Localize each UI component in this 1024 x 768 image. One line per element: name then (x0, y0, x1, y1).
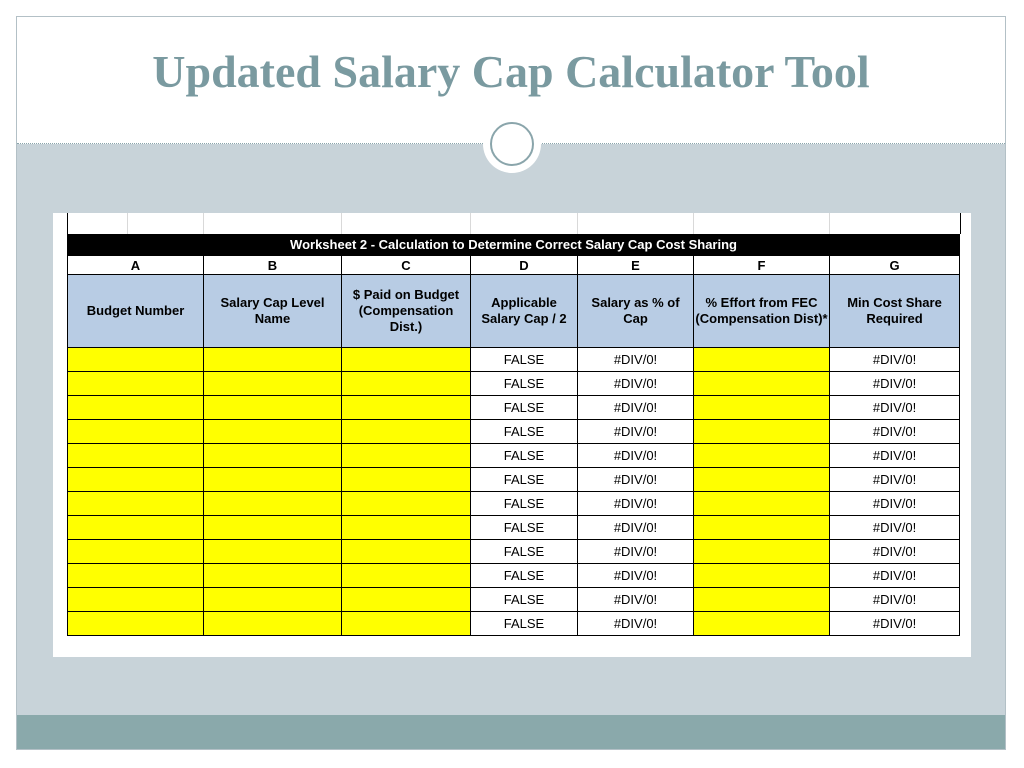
slide-title: Updated Salary Cap Calculator Tool (152, 46, 870, 97)
footer-band (17, 715, 1005, 749)
column-letter: E (578, 256, 694, 275)
formula-cell: #DIV/0! (578, 444, 694, 468)
column-header: Min Cost Share Required (830, 275, 960, 348)
column-header-row (68, 275, 960, 348)
formula-cell: #DIV/0! (830, 492, 960, 516)
formula-cell: #DIV/0! (830, 540, 960, 564)
input-cell[interactable] (204, 564, 342, 588)
input-cell[interactable] (342, 564, 471, 588)
formula-cell: FALSE (471, 564, 578, 588)
input-cell[interactable] (694, 516, 830, 540)
input-cell[interactable] (204, 468, 342, 492)
formula-cell: FALSE (471, 348, 578, 372)
input-cell[interactable] (342, 612, 471, 636)
formula-cell: FALSE (471, 588, 578, 612)
table-row (68, 540, 960, 564)
formula-cell: #DIV/0! (578, 396, 694, 420)
formula-cell: #DIV/0! (578, 588, 694, 612)
worksheet-table (67, 234, 960, 636)
formula-cell: FALSE (471, 540, 578, 564)
input-cell[interactable] (342, 516, 471, 540)
input-cell[interactable] (694, 372, 830, 396)
formula-cell: #DIV/0! (830, 348, 960, 372)
formula-cell: #DIV/0! (830, 444, 960, 468)
input-cell[interactable] (694, 348, 830, 372)
formula-cell: #DIV/0! (578, 492, 694, 516)
formula-cell: FALSE (471, 492, 578, 516)
input-cell[interactable] (342, 468, 471, 492)
table-row (68, 372, 960, 396)
column-header: Budget Number (68, 275, 204, 348)
formula-cell: #DIV/0! (578, 348, 694, 372)
formula-cell: #DIV/0! (578, 612, 694, 636)
input-cell[interactable] (342, 396, 471, 420)
input-cell[interactable] (694, 468, 830, 492)
slide (16, 16, 1006, 750)
input-cell[interactable] (694, 564, 830, 588)
table-row (68, 348, 960, 372)
formula-cell: #DIV/0! (578, 372, 694, 396)
input-cell[interactable] (204, 444, 342, 468)
column-header: Applicable Salary Cap / 2 (471, 275, 578, 348)
formula-cell: FALSE (471, 444, 578, 468)
input-cell[interactable] (204, 516, 342, 540)
table-row (68, 588, 960, 612)
column-header: % Effort from FEC (Compensation Dist)* (694, 275, 830, 348)
input-cell[interactable] (204, 588, 342, 612)
input-cell[interactable] (68, 348, 204, 372)
input-cell[interactable] (342, 540, 471, 564)
input-cell[interactable] (68, 444, 204, 468)
input-cell[interactable] (694, 540, 830, 564)
input-cell[interactable] (342, 372, 471, 396)
formula-cell: FALSE (471, 612, 578, 636)
formula-cell: #DIV/0! (830, 588, 960, 612)
input-cell[interactable] (68, 396, 204, 420)
column-letter-row (68, 256, 960, 275)
table-row (68, 516, 960, 540)
formula-cell: FALSE (471, 516, 578, 540)
formula-cell: #DIV/0! (830, 420, 960, 444)
column-letter: C (342, 256, 471, 275)
formula-cell: #DIV/0! (830, 396, 960, 420)
input-cell[interactable] (694, 612, 830, 636)
column-letter: F (694, 256, 830, 275)
input-cell[interactable] (68, 492, 204, 516)
input-cell[interactable] (204, 612, 342, 636)
input-cell[interactable] (204, 492, 342, 516)
column-header: Salary as % of Cap (578, 275, 694, 348)
input-cell[interactable] (342, 420, 471, 444)
table-row (68, 564, 960, 588)
formula-cell: #DIV/0! (578, 516, 694, 540)
worksheet-body (68, 348, 960, 636)
table-row (68, 396, 960, 420)
input-cell[interactable] (68, 588, 204, 612)
circle-ornament-icon (483, 115, 541, 173)
input-cell[interactable] (68, 516, 204, 540)
input-cell[interactable] (694, 588, 830, 612)
input-cell[interactable] (204, 396, 342, 420)
column-letter: G (830, 256, 960, 275)
input-cell[interactable] (342, 588, 471, 612)
input-cell[interactable] (342, 444, 471, 468)
column-header: $ Paid on Budget (Compensation Dist.) (342, 275, 471, 348)
empty-grid-row (67, 213, 961, 234)
input-cell[interactable] (204, 348, 342, 372)
column-header: Salary Cap Level Name (204, 275, 342, 348)
input-cell[interactable] (694, 396, 830, 420)
formula-cell: #DIV/0! (830, 372, 960, 396)
worksheet-image (53, 213, 971, 657)
table-row (68, 468, 960, 492)
input-cell[interactable] (204, 420, 342, 444)
input-cell[interactable] (342, 492, 471, 516)
ring-icon (490, 122, 534, 166)
input-cell[interactable] (68, 420, 204, 444)
formula-cell: #DIV/0! (578, 420, 694, 444)
input-cell[interactable] (68, 612, 204, 636)
column-letter: A (68, 256, 204, 275)
table-row (68, 612, 960, 636)
worksheet-banner: Worksheet 2 - Calculation to Determine Correct Salary Cap Cost Sharing (68, 235, 960, 256)
formula-cell: #DIV/0! (830, 564, 960, 588)
formula-cell: #DIV/0! (578, 468, 694, 492)
column-letter: D (471, 256, 578, 275)
input-cell[interactable] (342, 348, 471, 372)
table-row (68, 444, 960, 468)
table-row (68, 420, 960, 444)
formula-cell: FALSE (471, 396, 578, 420)
input-cell[interactable] (204, 372, 342, 396)
formula-cell: #DIV/0! (578, 540, 694, 564)
column-letter: B (204, 256, 342, 275)
input-cell[interactable] (694, 444, 830, 468)
formula-cell: #DIV/0! (578, 564, 694, 588)
formula-cell: #DIV/0! (830, 612, 960, 636)
table-row (68, 492, 960, 516)
formula-cell: FALSE (471, 420, 578, 444)
formula-cell: FALSE (471, 372, 578, 396)
input-cell[interactable] (694, 492, 830, 516)
input-cell[interactable] (694, 420, 830, 444)
input-cell[interactable] (68, 468, 204, 492)
formula-cell: #DIV/0! (830, 516, 960, 540)
formula-cell: FALSE (471, 468, 578, 492)
input-cell[interactable] (68, 540, 204, 564)
input-cell[interactable] (204, 540, 342, 564)
formula-cell: #DIV/0! (830, 468, 960, 492)
input-cell[interactable] (68, 564, 204, 588)
input-cell[interactable] (68, 372, 204, 396)
